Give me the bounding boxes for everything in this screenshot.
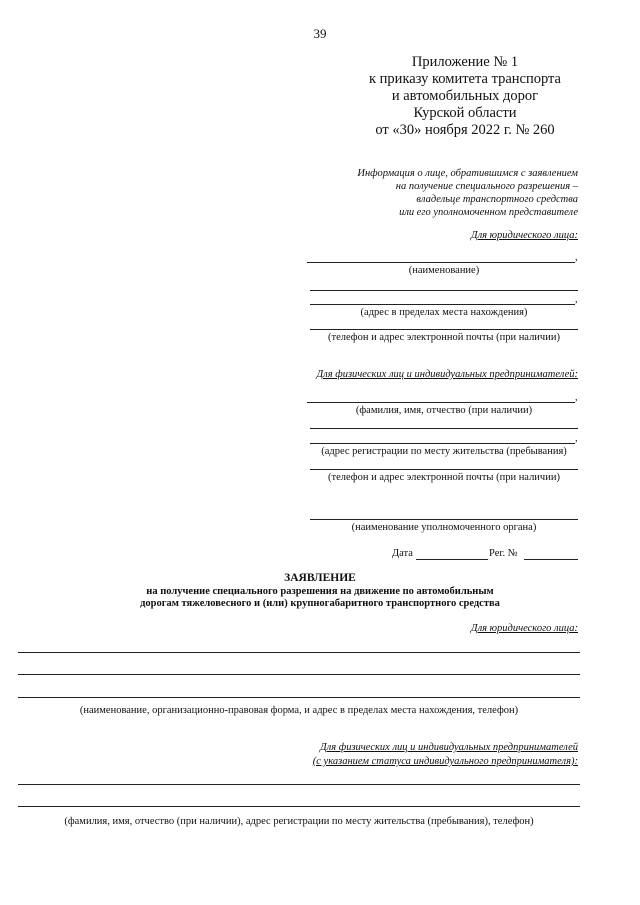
statement-individual-heading-2: (с указанием статуса индивидуального предпринимателя): xyxy=(312,756,578,767)
statement-individual-line-1[interactable] xyxy=(18,784,580,785)
statement-legal-caption: (наименование, организационно-правовая форма, и адрес в пределах места нахождения, телефон) xyxy=(79,705,519,716)
caption-phone-email-2: (телефон и адрес электронной почты (при наличии) xyxy=(328,472,560,483)
caption-phone-email: (телефон и адрес электронной почты (при наличии) xyxy=(328,332,560,343)
statement-legal-line-1[interactable] xyxy=(18,652,580,653)
appendix-title: Приложение № 1 xyxy=(411,54,519,70)
reg-number-field[interactable] xyxy=(524,559,578,560)
statement-individual-line-2[interactable] xyxy=(18,806,580,807)
statement-legal-line-3[interactable] xyxy=(18,697,580,698)
statement-subtitle-2: дорогам тяжеловесного и (или) крупногабаритного транспортного средства xyxy=(140,598,500,609)
info-line-3: владельце транспортного средства xyxy=(416,194,578,205)
field-authority-line[interactable] xyxy=(310,519,578,520)
info-line-4: или его уполномоченном представителе xyxy=(399,207,578,218)
date-field[interactable] xyxy=(416,559,488,560)
appendix-date-number: от «30» ноября 2022 г. № 260 xyxy=(375,122,555,138)
field-phone-email-line[interactable] xyxy=(310,329,578,330)
field-reg-address-line-2[interactable] xyxy=(310,443,575,444)
field-name-line[interactable] xyxy=(307,262,575,263)
appendix-order-line: к приказу комитета транспорта xyxy=(369,71,561,87)
statement-title: ЗАЯВЛЕНИЕ xyxy=(284,572,356,584)
field-address-line-2[interactable] xyxy=(310,304,575,305)
page-number: 39 xyxy=(313,26,327,41)
statement-individual-caption: (фамилия, имя, отчество (при наличии), адрес регистрации по месту жительства (пребывания), телефон) xyxy=(64,816,534,827)
caption-name: (наименование) xyxy=(408,265,480,276)
applicant-legal-heading: Для юридического лица: xyxy=(470,230,578,241)
appendix-region: Курской области xyxy=(413,105,517,121)
date-label: Дата xyxy=(392,548,413,559)
applicant-individual-heading: Для физических лиц и индивидуальных предпринимателей: xyxy=(316,369,578,380)
field-fio-line[interactable] xyxy=(307,402,575,403)
appendix-order-line-2: и автомобильных дорог xyxy=(391,88,539,104)
caption-authority: (наименование уполномоченного органа) xyxy=(351,522,537,533)
field-reg-address-line-1[interactable] xyxy=(310,428,578,429)
statement-legal-heading: Для юридического лица: xyxy=(470,623,578,634)
statement-subtitle-1: на получение специального разрешения на движение по автомобильным xyxy=(146,586,494,597)
info-line-1: Информация о лице, обратившимся с заявлением xyxy=(357,168,578,179)
statement-individual-heading-1: Для физических лиц и индивидуальных предпринимателей xyxy=(319,742,578,753)
caption-reg-address: (адрес регистрации по месту жительства (пребывания) xyxy=(321,446,567,457)
field-phone-email-line-2[interactable] xyxy=(310,469,578,470)
statement-legal-line-2[interactable] xyxy=(18,674,580,675)
info-line-2: на получение специального разрешения – xyxy=(395,181,578,192)
caption-fio: (фамилия, имя, отчество (при наличии) xyxy=(355,405,533,416)
reg-number-label: Рег. № xyxy=(489,548,518,559)
field-address-line-1[interactable] xyxy=(310,290,578,291)
caption-address: (адрес в пределах места нахождения) xyxy=(360,307,528,318)
